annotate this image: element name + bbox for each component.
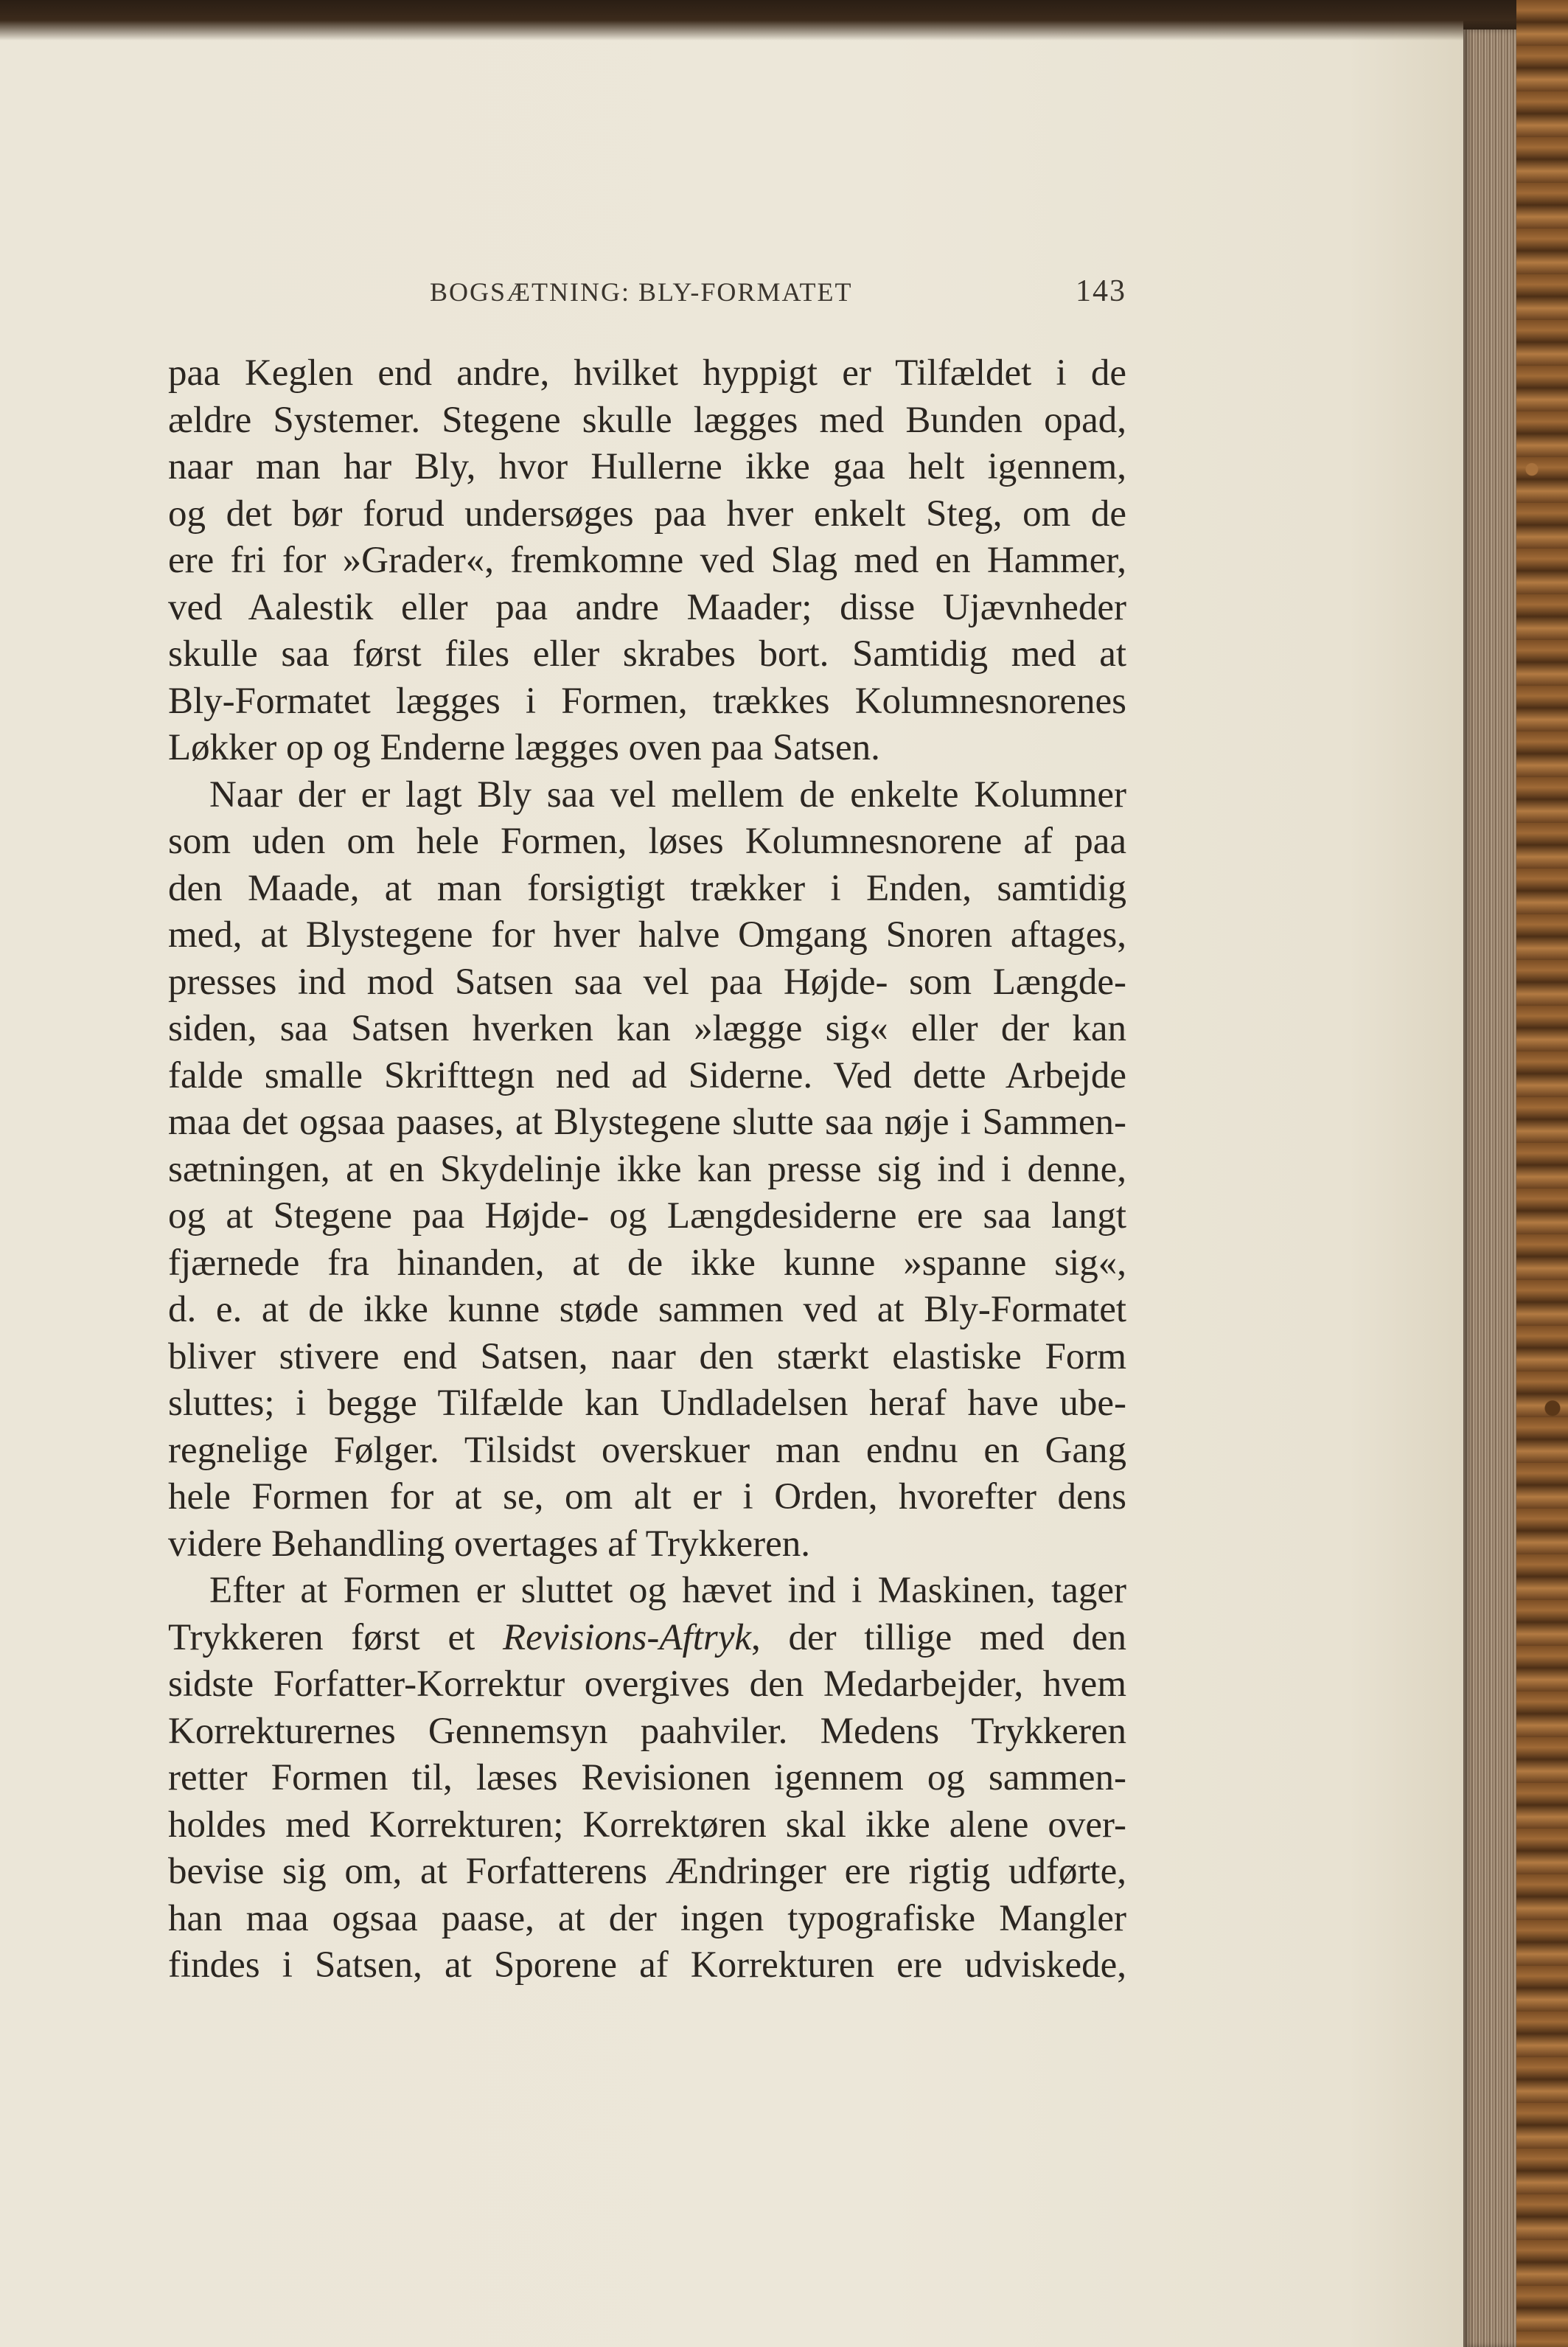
text-line: Korrekturernes Gennemsyn paahviler. Medens Trykkeren [168,1710,1126,1752]
text-line: d. e. at de ikke kunne støde sammen ved at Bly-Formatet [168,1289,1126,1330]
text-line: den Maade, at man forsigtigt trækker i Enden, samtidig [168,867,1126,909]
paragraph-2 [168,772,1126,1568]
text-line: og det bør forud undersøges paa hver enkelt Steg, om de [168,493,1126,535]
text-line: presses ind mod Satsen saa vel paa Højde- som Længde- [168,961,1126,1003]
text-line: og at Stegene paa Højde- og Længdesiderne ere saa langt [168,1195,1126,1237]
text-line: hele Formen for at se, om alt er i Orden, hvorefter dens [168,1476,1126,1517]
text-line: som uden om hele Formen, løses Kolumnesnorene af paa [168,821,1126,862]
text-line: skulle saa først files eller skrabes bort. Samtidig med at [168,633,1126,675]
text-line: paa Keglen end andre, hvilket hyppigt er Tilfældet i de [168,352,1126,394]
text-line: fjærnede fra hinanden, at de ikke kunne »spanne sig«, [168,1242,1126,1284]
text-line: Løkker op og Enderne lægges oven paa Satsen. [168,727,880,768]
text-line: bevise sig om, at Forfatterens Ændringer ere rigtig udførte, [168,1851,1126,1892]
running-head-title: BOGSÆTNING: BLY-FORMATET [430,277,853,307]
paragraph-1 [168,350,1126,772]
text-line: findes i Satsen, at Sporene af Korrekturen ere udviskede, [168,1944,1126,1986]
text-line: ere fri for »Grader«, fremkomne ved Slag med en Hammer, [168,540,1126,581]
text-line: videre Behandling overtages af Trykkeren. [168,1523,811,1565]
text-line: ældre Systemer. Stegene skulle lægges med Bunden opad, [168,399,1126,441]
text-fragment: der tillige med den [788,1616,1127,1658]
text-line: naar man har Bly, hvor Hullerne ikke gaa helt igennem, [168,446,1126,487]
text-line: sætningen, at en Skydelinje ikke kan presse sig ind i denne, [168,1148,1126,1190]
text-line: siden, saa Satsen hverken kan »lægge sig« eller der kan [168,1008,1126,1049]
text-line-with-italic [168,1615,1126,1662]
text-line: med, at Blystegene for hver halve Omgang Snoren aftages, [168,914,1126,956]
text-line: retter Formen til, læses Revisionen igennem og sammen- [168,1757,1126,1798]
text-line: sluttes; i begge Tilfælde kan Undladelsen heraf have ube- [168,1383,1126,1424]
text-line: bliver stivere end Satsen, naar den stærkt elastiske Form [168,1335,1126,1377]
text-line: Naar der er lagt Bly saa vel mellem de enkelte Kolumner [209,773,1126,816]
text-line: falde smalle Skrifttegn ned ad Siderne. Ved dette Arbejde [168,1054,1126,1096]
running-head [168,269,1126,313]
text-line: Efter at Formen er sluttet og hævet ind i Maskinen, tager [209,1570,1126,1611]
marbled-cover [1516,0,1568,2347]
text-line: holdes med Korrekturen; Korrektøren skal ikke alene over- [168,1804,1126,1846]
page-number: 143 [1076,274,1126,308]
text-line: regnelige Følger. Tilsidst overskuer man endnu en Gang [168,1429,1126,1471]
top-shadow-edge [0,0,1568,41]
text-line: Bly-Formatet lægges i Formen, trækkes Kolumnesnorenes [168,680,1126,722]
text-line: ved Aalestik eller paa andre Maader; disse Ujævnheder [168,586,1126,628]
paragraph-3 [168,1568,1126,1989]
italic-term: Revisions-Aftryk [502,1616,751,1658]
text-line: han maa ogsaa paase, at der ingen typografiske Mangler [168,1897,1126,1939]
text-block [168,269,1126,1989]
text-fragment: , [751,1616,789,1658]
text-line: maa det ogsaa paases, at Blystegene slutte saa nøje i Sammen- [168,1102,1126,1143]
text-line: sidste Forfatter-Korrektur overgives den Medarbejder, hvem [168,1663,1126,1705]
text-fragment: Trykkeren først et [168,1616,503,1658]
stacked-page-edges [1463,29,1516,2347]
